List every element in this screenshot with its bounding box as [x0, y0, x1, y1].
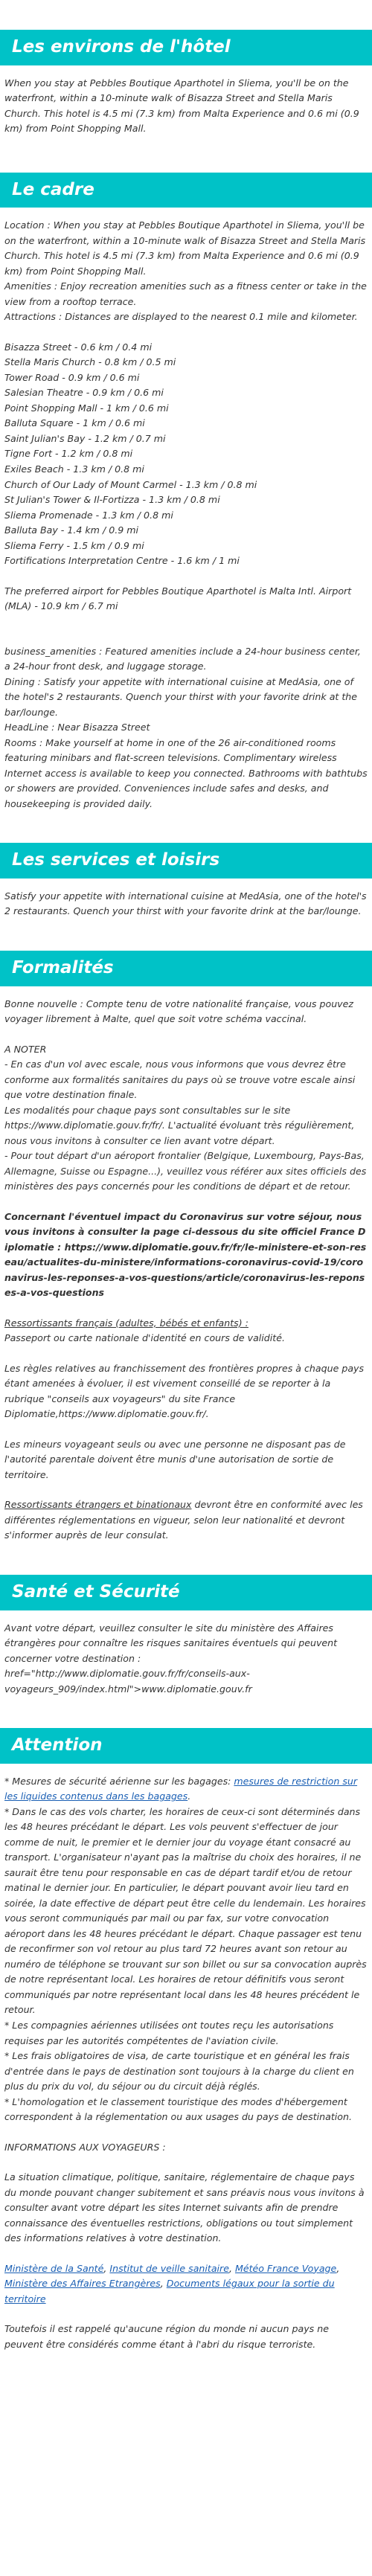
section-title-attention: Attention — [0, 1728, 372, 1764]
minors-text: Les mineurs voyageant seuls ou avec une personne ne disposant pas de l'autorité parentale doivent être munis d'une autorisation de sortie de territoire. — [4, 1438, 346, 1480]
link-sante[interactable]: Ministère de la Santé — [4, 2262, 104, 2274]
distance-item: Point Shopping Mall - 1 km / 0.6 mi — [4, 402, 169, 414]
distance-item: Balluta Bay - 1.4 km / 0.9 mi — [4, 524, 138, 536]
foreign-nationals-heading: Ressortissants étrangers et binationaux — [4, 1499, 192, 1511]
formalites-intro: Bonne nouvelle : Compte tenu de votre nationalité française, vous pouvez voyager librement à Malte, quel que soit votre schéma vaccinal. — [4, 998, 353, 1025]
distance-item: Fortifications Interpretation Centre - 1.6 km / 1 mi — [4, 555, 240, 567]
covid-notice: Concernant l'éventuel impact du Coronavirus sur votre séjour, nous vous invitons à consulter la page ci-dessous du site officiel France Diplomatie : https://www.diplomatie.gouv.fr/fr/le-ministere-et-son-reseau/actualites-du-ministere/informations-coronavirus-covid-19/coronavirus-les-reponses-a-vos-questions/article/coronavirus-les-reponses-a-vos-questions — [4, 1210, 367, 1299]
sante-text: Avant votre départ, veuillez consulter le site du ministère des Affaires étrangères pour connaître les risques sanitaires éventuels qui peuvent concerner votre destination : href="http://www.diplomatie.gouv.fr/fr/conseils-aux-voyageurs_909/index.html">www.diplomatie.gouv.fr — [4, 1622, 338, 1695]
section-title-environs: Les environs de l'hôtel — [0, 30, 372, 65]
french-nationals-text: Passeport ou carte nationale d'identité en cours de validité. — [4, 1332, 285, 1344]
distance-list — [4, 340, 368, 569]
distance-item: Bisazza Street - 0.6 km / 0.4 mi — [4, 341, 153, 353]
cadre-location: Location : When you stay at Pebbles Boutique Aparthotel in Sliema, you'll be on the waterfront, within a 10-minute walk of Bisazza Street and Stella Maris Church. This hotel is 4.5 mi (7.3 km) from Malta Experience and 0.6 mi (0.9 km) from Point Shopping Mall. — [4, 219, 366, 277]
distance-item: Sliema Ferry - 1.5 km / 0.9 mi — [4, 539, 144, 551]
cadre-attractions: Attractions : Distances are displayed to the nearest 0.1 mile and kilometer. — [4, 311, 358, 323]
borders-text: Les règles relatives au franchissement des frontières propres à chaque pays étant amenées à évoluer, il est vivement conseillé de se reporter à la rubrique "conseils aux voyageurs" du site France Diplomatie,https://www.diplomatie.gouv.fr/. — [4, 1362, 365, 1420]
note-label: A NOTER — [4, 1043, 47, 1055]
section-title-sante: Santé et Sécurité — [0, 1575, 372, 1610]
section-formalites — [0, 951, 372, 1544]
distance-item: Balluta Square - 1 km / 0.6 mi — [4, 417, 145, 429]
info-label: INFORMATIONS AUX VOYAGEURS : — [4, 2141, 166, 2153]
section-cadre — [0, 173, 372, 812]
note-1: - En cas d'un vol avec escale, nous vous informons que vous devrez être conforme aux formalités sanitaires du pays où se trouve votre escale ainsi que votre destination finale. — [4, 1059, 356, 1101]
foreign-nationals — [4, 1497, 368, 1544]
cadre-airport: The preferred airport for Pebbles Boutique Aparthotel is Malta Intl. Airport (MLA) - 10.9 km / 6.7 mi — [4, 585, 352, 612]
final-text: Toutefois il est rappelé qu'aucune région du monde ni aucun pays ne peuvent être considérés comme étant à l'abri du risque terroriste. — [4, 2323, 329, 2350]
attention-item-1-text: * Mesures de sécurité aérienne sur les bagages: — [4, 1775, 234, 1787]
link-veille-sanitaire[interactable]: Institut de veille sanitaire — [109, 2262, 229, 2274]
attention-item-4: * Les frais obligatoires de visa, de carte touristique et en général les frais d'entrée dans le pays de destination sont toujours à la charge du client en plus du prix du vol, du séjour ou du circuit déjà réglés. — [4, 2050, 354, 2092]
link-affaires-etrangeres[interactable]: Ministère des Affaires Etrangères — [4, 2278, 161, 2290]
distance-item: St Julian's Tower & Il-Fortizza - 1.3 km / 0.8 mi — [4, 494, 220, 506]
distance-item: Tigne Fort - 1.2 km / 0.8 mi — [4, 448, 133, 460]
distance-item: Tower Road - 0.9 km / 0.6 mi — [4, 371, 140, 383]
link-documents-legaux[interactable]: Documents légaux pour la sortie du territoire — [4, 2278, 335, 2304]
distance-item: Stella Maris Church - 0.8 km / 0.5 mi — [4, 356, 176, 368]
section-environs — [0, 30, 372, 137]
distance-item: Exiles Beach - 1.3 km / 0.8 mi — [4, 463, 144, 475]
distance-item: Saint Julian's Bay - 1.2 km / 0.7 mi — [4, 432, 166, 444]
french-nationals-heading: Ressortissants français (adultes, bébés et enfants) : — [4, 1317, 248, 1329]
note-3: - Pour tout départ d'un aéroport frontalier (Belgique, Luxembourg, Pays-Bas, Allemagne, Suisse ou Espagne...), veuillez vous référer aux sites officiels des ministères des pays concernés pour les conditions de départ et de retour. — [4, 1150, 367, 1192]
info-text: La situation climatique, politique, sanitaire, réglementaire de chaque pays du monde pouvant changer subitement et sans préavis nous vous invitons à consulter avant votre départ les sites Internet suivants afin de prendre connaissance des éventuelles restrictions, obligations ou tout simplement des informations relatives à votre destination. — [4, 2171, 365, 2244]
note-2: Les modalités pour chaque pays sont consultables sur le site https://www.diplomatie.gouv.fr/fr/. L'actualité évoluant très régulièrement, nous vous invitons à consulter ce lien avant votre départ. — [4, 1104, 355, 1146]
cadre-rooms: Rooms : Make yourself at home in one of the 26 air-conditioned rooms featuring minibars and flat-screen televisions. Complimentary wireless Internet access is available to keep you connected. Bathrooms with bathtubs or showers are provided. Conveniences include safes and desks, and housekeeping is provided daily. — [4, 736, 368, 809]
cadre-amenities: Amenities : Enjoy recreation amenities such as a fitness center or take in the view from a rooftop terrace. — [4, 280, 367, 307]
link-meteo[interactable]: Météo France Voyage — [235, 2262, 337, 2274]
section-services — [0, 843, 372, 919]
cadre-business: business_amenities : Featured amenities include a 24-hour business center, a 24-hour front desk, and luggage storage. — [4, 645, 361, 672]
attention-item-5: * L'homologation et le classement touristique des modes d'hébergement correspondent à la réglementation ou aux usages du pays de destination. — [4, 2095, 352, 2123]
distance-item: Sliema Promenade - 1.3 km / 0.8 mi — [4, 509, 173, 521]
section-title-formalites: Formalités — [0, 951, 372, 986]
liquids-restriction-link[interactable]: mesures de restriction sur les liquides contenus dans les bagages — [4, 1775, 358, 1802]
cadre-headline: HeadLine : Near Bisazza Street — [4, 722, 150, 733]
distance-item: Salesian Theatre - 0.9 km / 0.6 mi — [4, 387, 164, 399]
attention-item-1 — [4, 1774, 368, 1805]
attention-item-1-end: . — [187, 1790, 191, 1802]
section-sante — [0, 1575, 372, 1697]
info-links: Ministère de la Santé, Institut de veille sanitaire, Météo France Voyage, Ministère des Affaires Etrangères, Documents légaux pour la sortie du territoire — [4, 2262, 340, 2304]
section-attention — [0, 1728, 372, 2352]
foreign-nationals-text: devront être en conformité avec les différentes réglementations en vigueur, selon leur nationalité et devront s'informer auprès de leur consulat. — [4, 1499, 363, 1541]
section-title-services: Les services et loisirs — [0, 843, 372, 879]
services-text: Satisfy your appetite with international cuisine at MedAsia, one of the hotel's 2 restaurants. Quench your thirst with your favorite drink at the bar/lounge. — [4, 890, 367, 917]
attention-item-2: * Dans le cas des vols charter, les horaires de ceux-ci sont déterminés dans les 48 heures précédant le départ. Les vols peuvent s'effectuer de jour comme de nuit, le premier et le dernier jour du voyage étant consacré au transport. L'organisateur n'ayant pas la maîtrise du choix des horaires, il ne saurait être tenu pour responsable en cas de départ tardif et/ou de retour matinal le dernier jour. En particulier, le départ pouvant avoir lieu tard en soirée, la date effective de départ peut être celle du lendemain. Les horaires vous seront communiqués par mail ou par fax, sur votre convocation aéroport dans les 48 heures précédant le départ. Chaque passager est tenu de reconfirmer son vol retour au plus tard 72 heures avant son retour au numéro de téléphone se trouvant sur son billet ou sur sa convocation auprès de notre représentant local. Les horaires de retour définitifs vous seront communiqués par notre représentant local dans les 48 heures précédent le retour. — [4, 1805, 367, 2016]
environs-text: When you stay at Pebbles Boutique Aparthotel in Sliema, you'll be on the waterfront, within a 10-minute walk of Bisazza Street and Stella Maris Church. This hotel is 4.5 mi (7.3 km) from Malta Experience and 0.6 mi (0.9 km) from Point Shopping Mall. — [4, 77, 359, 135]
attention-item-3: * Les compagnies aériennes utilisées ont toutes reçu les autorisations requises par les autorités compétentes de l'aviation civile. — [4, 2020, 334, 2046]
distance-item: Church of Our Lady of Mount Carmel - 1.3 km / 0.8 mi — [4, 478, 257, 490]
section-title-cadre: Le cadre — [0, 173, 372, 208]
cadre-dining: Dining : Satisfy your appetite with international cuisine at MedAsia, one of the hotel's 2 restaurants. Quench your thirst with your favorite drink at the bar/lounge. — [4, 675, 358, 718]
